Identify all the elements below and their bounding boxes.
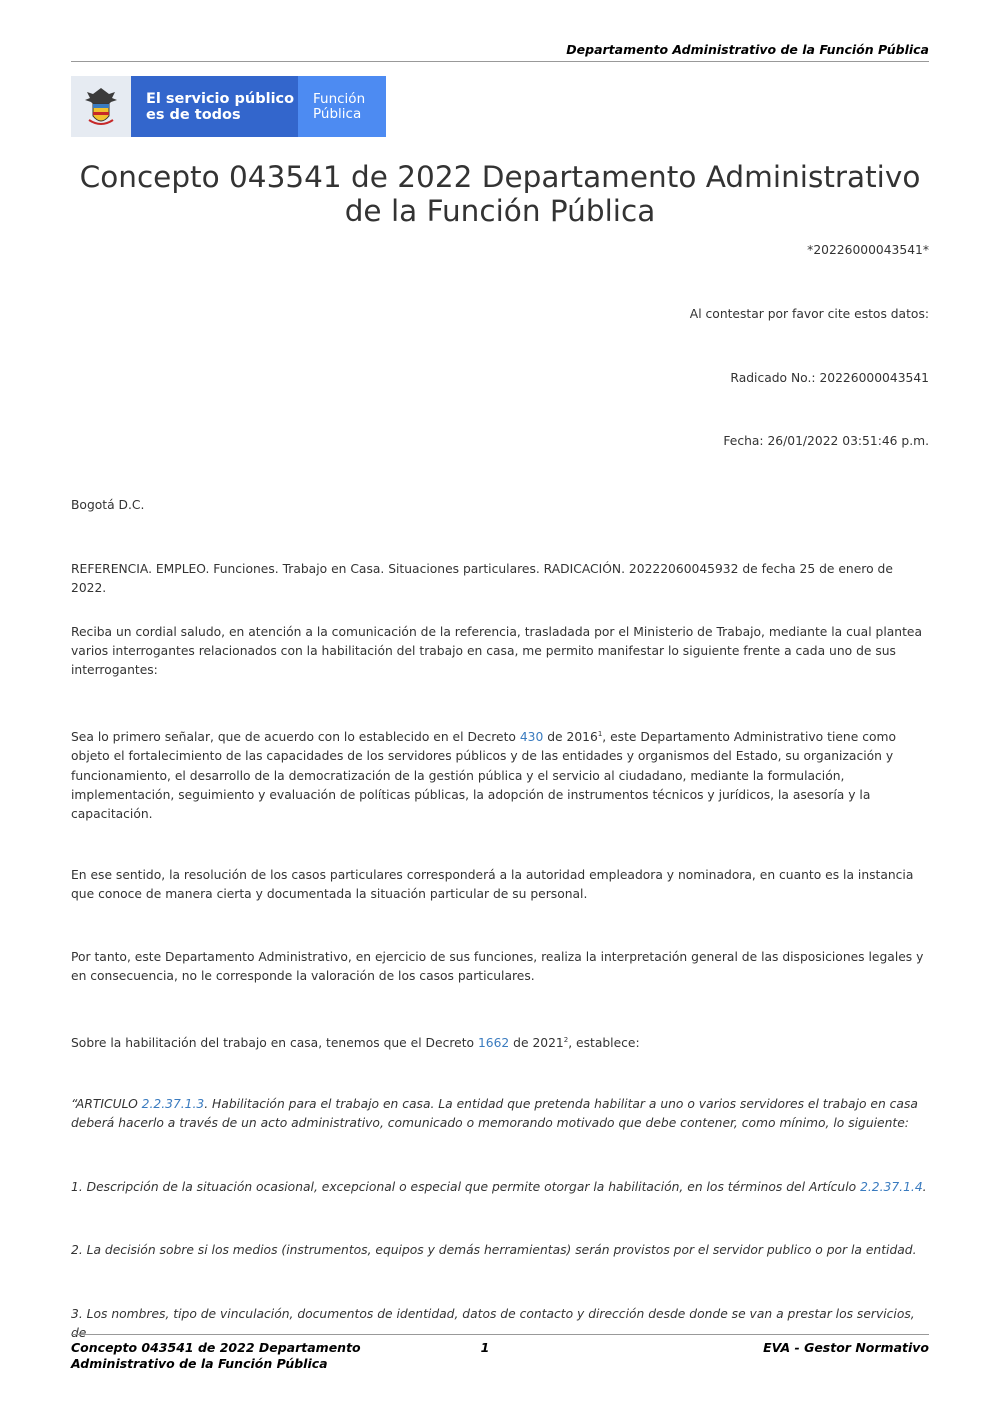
paragraph-2-b: de 2016 xyxy=(543,730,598,745)
decreto-430-link[interactable]: 430 xyxy=(519,730,544,745)
article-2-2-37-1-3-link[interactable]: 2.2.37.1.3 xyxy=(141,1097,205,1111)
quote-article-b: . Habilitación para el trabajo en casa. La entidad que pretenda habilitar a uno o varios servidores el trabajo en casa deberá hacerlo a través de un acto administrativo, comunicado o memorando motivado que debe contener, como mínimo, lo siguiente: xyxy=(71,1097,918,1131)
list-item-3: 3. Los nombres, tipo de vinculación, documentos de identidad, datos de contacto y dirección desde donde se van a prestar los servicios, de xyxy=(71,1307,915,1341)
paragraph-1: Reciba un cordial saludo, en atención a la comunicación de la referencia, trasladada por el Ministerio de Trabajo, mediante la cual plantea varios interrogantes relacionados con la habilitación del trabajo en casa, me permito manifestar lo siguiente frente a cada uno de sus interrogantes: xyxy=(71,625,923,678)
paragraph-5 xyxy=(71,1031,929,1053)
logo-main xyxy=(131,76,298,137)
list-item-1-a: 1. Descripción de la situación ocasional, excepcional o especial que permite otorgar la habilitación, en los términos del Artículo xyxy=(71,1180,861,1194)
logo-line1: El servicio público xyxy=(146,90,295,107)
footer-right: EVA - Gestor Normativo xyxy=(763,1340,929,1355)
logo-fp-line2: Pública xyxy=(313,105,362,122)
logo xyxy=(71,76,386,137)
coat-of-arms-icon xyxy=(71,76,131,137)
radicado: Radicado No.: 20226000043541 xyxy=(730,371,929,385)
document-title: Concepto 043541 de 2022 Departamento Administrativo de la Función Pública xyxy=(79,160,921,228)
list-item-2: 2. La decisión sobre si los medios (instrumentos, equipos y demás herramientas) serán provistos por el servidor publico o por la entidad. xyxy=(71,1243,917,1257)
reference: REFERENCIA. EMPLEO. Funciones. Trabajo en Casa. Situaciones particulares. RADICACIÓN. 20222060045932 de fecha 25 de enero de 2022. xyxy=(71,562,893,596)
paragraph-4: Por tanto, este Departamento Administrativo, en ejercicio de sus funciones, realiza la interpretación general de las disposiciones legales y en consecuencia, no le corresponde la valoración de los casos particulares. xyxy=(71,950,924,984)
cite-instruction: Al contestar por favor cite estos datos: xyxy=(689,307,929,321)
page-footer xyxy=(71,1334,929,1372)
paragraph-5-c: , establece: xyxy=(568,1036,640,1051)
quote-article xyxy=(71,1095,929,1133)
quote-article-a: “ARTICULO xyxy=(71,1097,142,1111)
paragraph-2 xyxy=(71,725,929,824)
page-number: 1 xyxy=(480,1340,490,1355)
paragraph-3: En ese sentido, la resolución de los casos particulares corresponderá a la autoridad empleadora y nominadora, en cuanto es la instancia que conoce de manera cierta y documentada la situación particular de su personal. xyxy=(71,868,914,902)
footnote-2[interactable]: 2 xyxy=(563,1036,569,1044)
fecha: Fecha: 26/01/2022 03:51:46 p.m. xyxy=(723,434,929,448)
paragraph-5-a: Sobre la habilitación del trabajo en casa, tenemos que el Decreto xyxy=(71,1036,478,1051)
logo-line2: es de todos xyxy=(146,106,241,123)
logo-fp xyxy=(298,76,386,137)
logo-fp-line1: Función xyxy=(313,90,366,107)
list-item-1-b: . xyxy=(922,1180,927,1194)
footer-left: Concepto 043541 de 2022 Departamento Administrativo de la Función Pública xyxy=(71,1340,361,1371)
document-code: *20226000043541* xyxy=(807,243,929,257)
paragraph-5-b: de 2021 xyxy=(509,1036,564,1051)
paragraph-2-c: , este Departamento Administrativo tiene como objeto el fortalecimiento de las capacidades de los servidores públicos y de las entidades y organismos del Estado, su organización y funcionamiento, el desarrollo de la democratización de la gestión pública y el servicio al ciudadano, mediante la formulación, implementación, seguimiento y evaluación de políticas públicas, la adopción de instrumentos técnicos y jurídicos, la asesoría y la capacitación. xyxy=(71,730,896,821)
list-item-1 xyxy=(71,1178,929,1197)
article-2-2-37-1-4-link[interactable]: 2.2.37.1.4 xyxy=(860,1180,923,1194)
city: Bogotá D.C. xyxy=(71,498,145,512)
decreto-1662-link[interactable]: 1662 xyxy=(477,1036,510,1051)
paragraph-2-a: Sea lo primero señalar, que de acuerdo con lo establecido en el Decreto xyxy=(71,730,520,745)
footnote-1[interactable]: 1 xyxy=(597,730,603,738)
page-header: Departamento Administrativo de la Función Pública xyxy=(71,42,929,62)
